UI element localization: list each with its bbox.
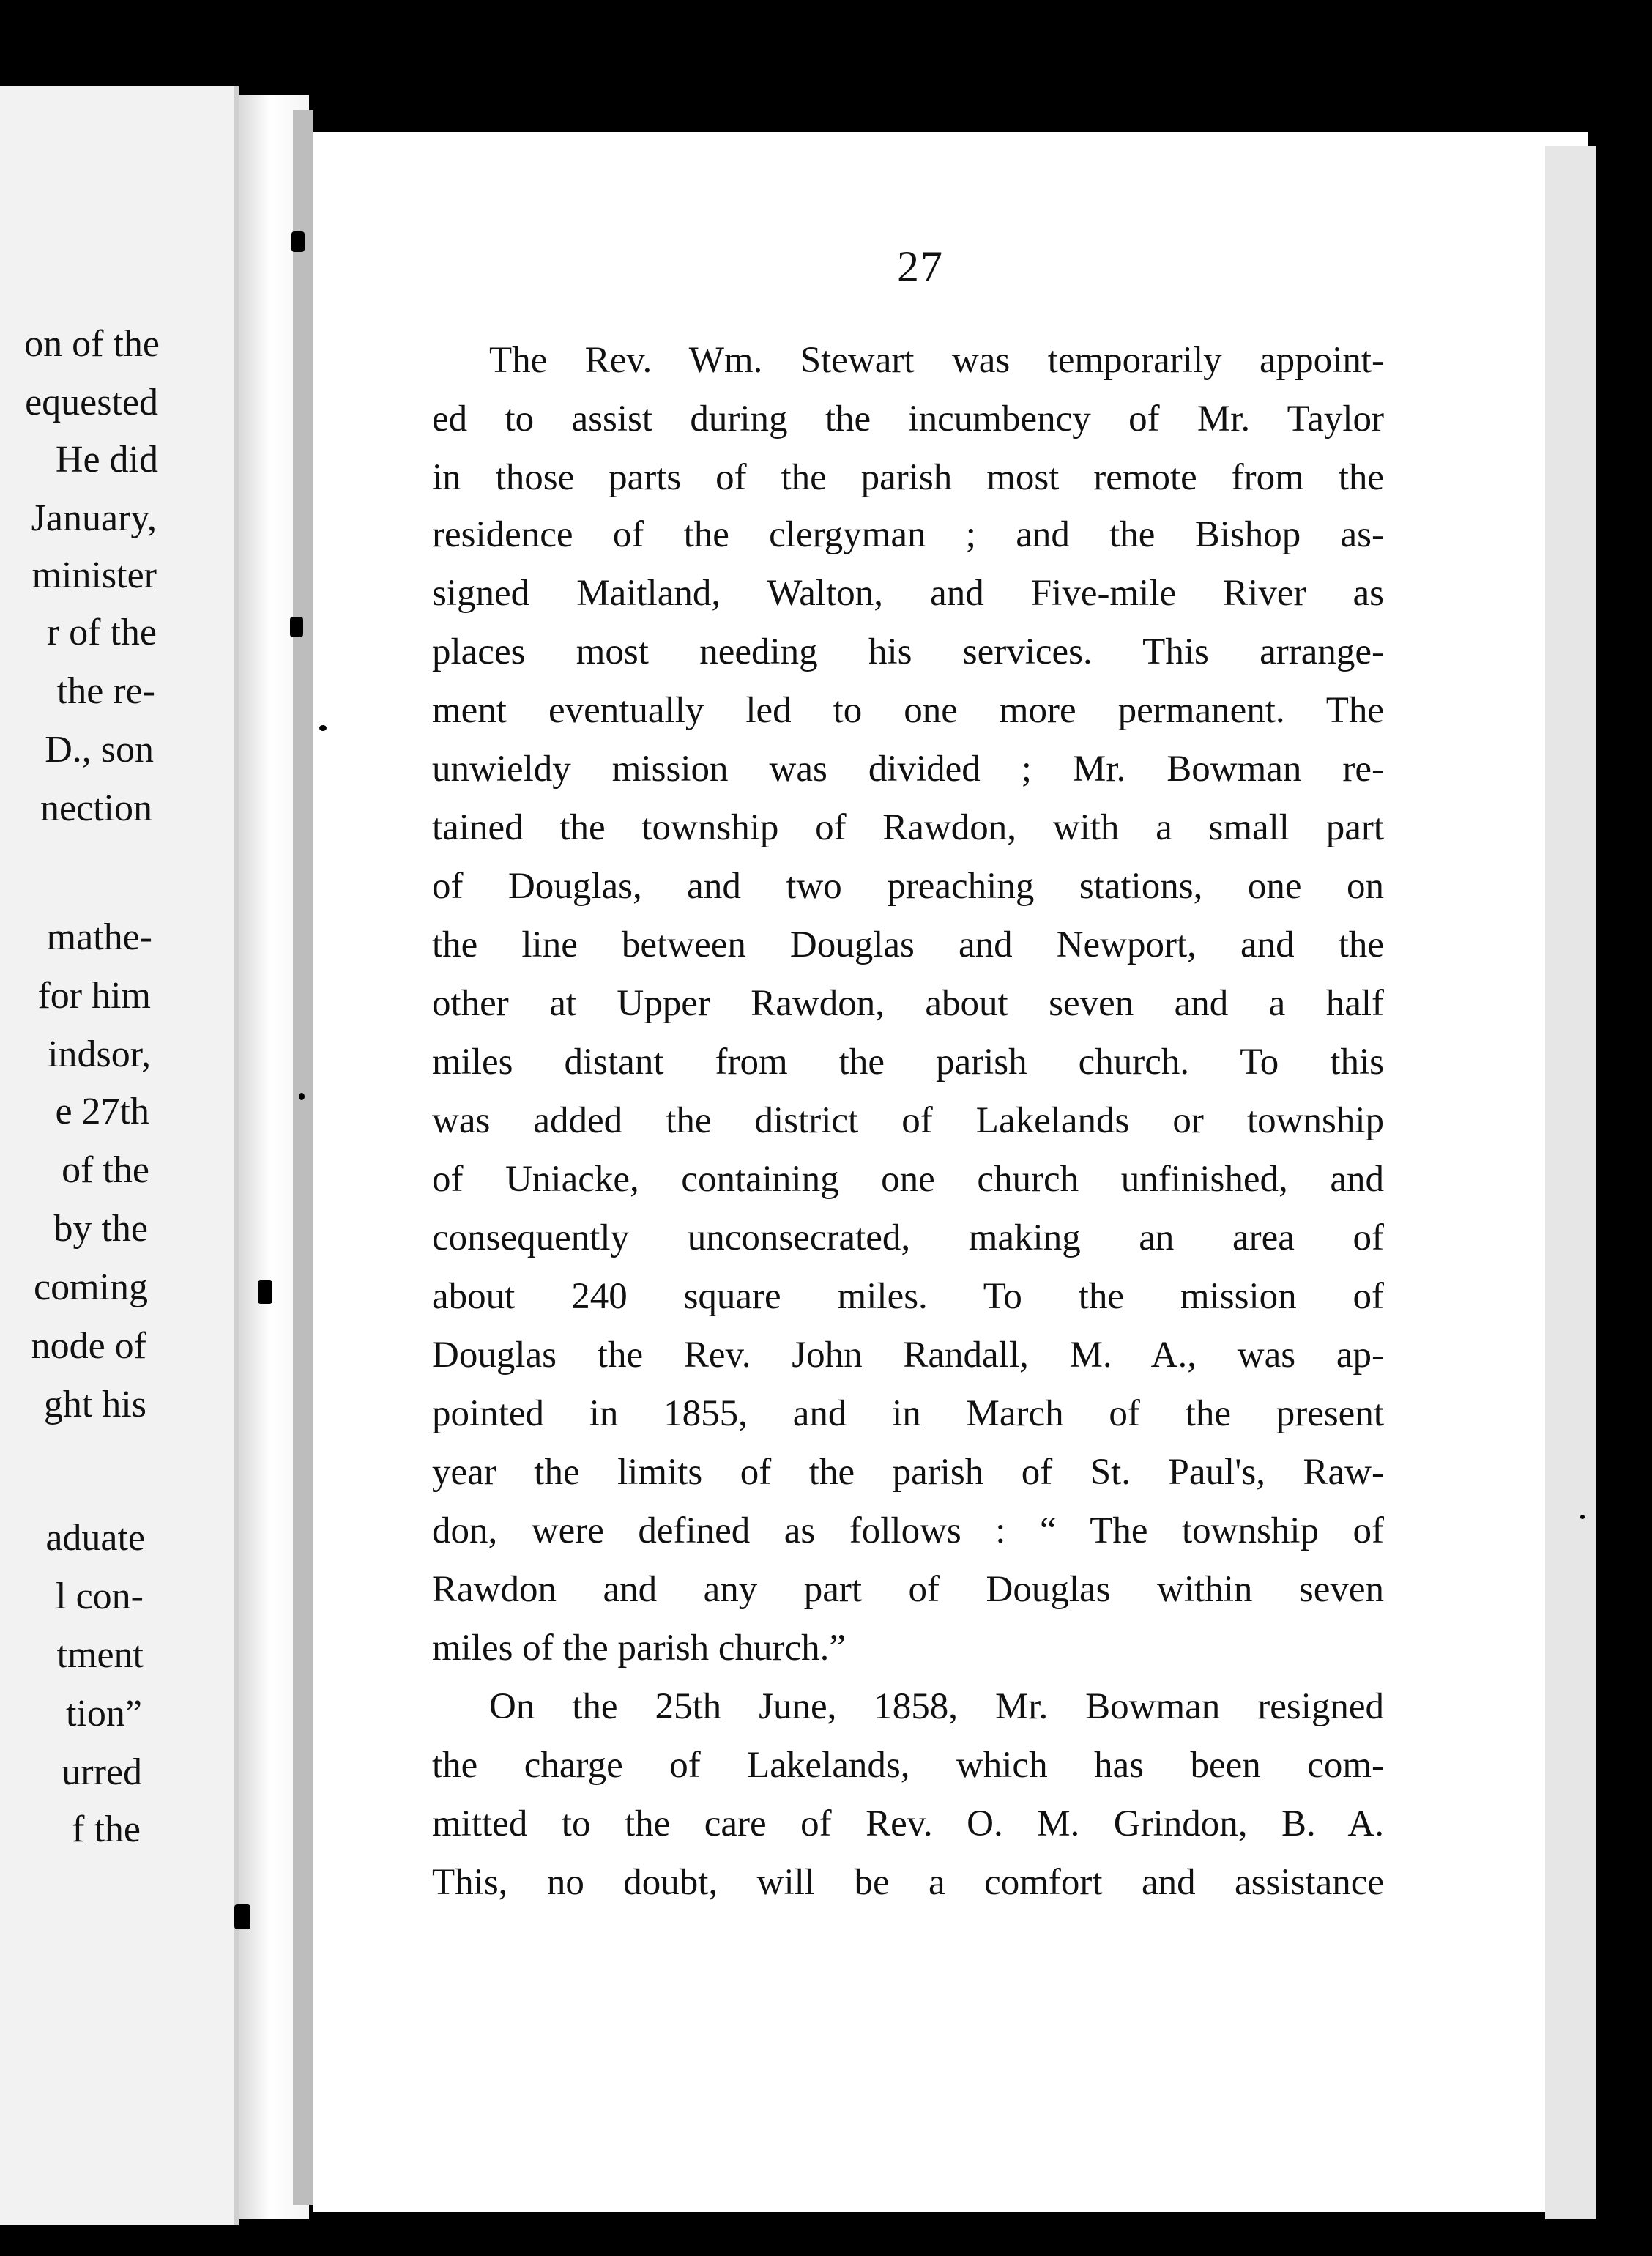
left-page-line: D., son [45, 729, 154, 771]
body-text-line: unwieldy mission was divided ; Mr. Bowman re- [432, 749, 1384, 790]
left-page-line: r of the [46, 612, 157, 653]
left-page-line: ght his [43, 1384, 146, 1425]
body-text-line: ed to assist during the incumbency of Mr. Taylor [432, 398, 1384, 439]
page-number: 27 [897, 242, 944, 291]
left-page-line: minister [31, 554, 157, 596]
body-text-line: in those parts of the parish most remote from the [432, 457, 1384, 498]
binding-stitch [234, 1904, 250, 1929]
left-page [0, 86, 239, 2225]
left-page-line: nection [40, 787, 152, 829]
left-page-line: coming [34, 1266, 148, 1308]
body-text-line: mitted to the care of Rev. O. M. Grindon, B. A. [432, 1803, 1384, 1844]
left-page-line: on of the [24, 323, 160, 365]
body-text-line: ment eventually led to one more permanent. The [432, 690, 1384, 731]
left-page-line: the re- [56, 670, 155, 712]
body-text-line: miles distant from the parish church. To this [432, 1042, 1384, 1083]
body-text-line: the charge of Lakelands, which has been com- [432, 1745, 1384, 1786]
body-text-line: residence of the clergyman ; and the Bishop as- [432, 514, 1384, 555]
left-page-line: node of [31, 1325, 146, 1367]
left-page-line: by the [53, 1208, 148, 1250]
body-text-line: of Douglas, and two preaching stations, one on [432, 866, 1384, 907]
body-text-line: consequently unconsecrated, making an area of [432, 1217, 1384, 1258]
left-page-line: mathe- [46, 916, 152, 958]
body-text-line: the line between Douglas and Newport, and the [432, 924, 1384, 965]
body-text-line: places most needing his services. This arrange- [432, 631, 1384, 672]
body-text-line: was added the district of Lakelands or township [432, 1100, 1384, 1141]
body-text-line: tained the township of Rawdon, with a small part [432, 807, 1384, 848]
body-text-line: signed Maitland, Walton, and Five-mile River as [432, 573, 1384, 614]
left-page-line: e 27th [55, 1091, 149, 1132]
body-text-line: miles of the parish church.” [432, 1628, 847, 1669]
body-text-line: Douglas the Rev. John Randall, M. A., was ap- [432, 1335, 1384, 1376]
gutter-shadow [293, 110, 313, 2205]
binding-stitch [291, 231, 305, 252]
body-text-line: On the 25th June, 1858, Mr. Bowman resigned [489, 1686, 1384, 1727]
left-page-line: of the [62, 1149, 149, 1191]
body-text-line: about 240 square miles. To the mission of [432, 1276, 1384, 1317]
left-page-line: aduate [45, 1517, 145, 1559]
scan-speck [299, 1093, 305, 1100]
left-page-line: l con- [56, 1576, 144, 1617]
left-page-line: He did [55, 439, 158, 480]
left-page-line: indsor, [48, 1034, 151, 1075]
left-page-line: f the [72, 1808, 141, 1850]
left-page-line: tment [56, 1634, 144, 1676]
binding-stitch [258, 1280, 272, 1304]
body-text-line: This, no doubt, will be a comfort and assistance [432, 1862, 1384, 1903]
scan-speck [1580, 1515, 1585, 1519]
left-page-line: urred [62, 1751, 142, 1793]
body-text-line: don, were defined as follows : “ The township of [432, 1510, 1384, 1551]
body-text-line: pointed in 1855, and in March of the present [432, 1393, 1384, 1434]
scan-speck [319, 725, 327, 731]
body-text-line: year the limits of the parish of St. Paul's, Raw- [432, 1452, 1384, 1493]
left-page-line: tion” [66, 1693, 142, 1734]
body-text-line: The Rev. Wm. Stewart was temporarily appoint- [489, 340, 1384, 381]
right-page-edge [1545, 146, 1596, 2219]
body-text-line: of Uniacke, containing one church unfinished, and [432, 1159, 1384, 1200]
left-page-line: equested [25, 382, 158, 423]
body-text-line: other at Upper Rawdon, about seven and a half [432, 983, 1384, 1024]
body-text-line: Rawdon and any part of Douglas within seven [432, 1569, 1384, 1610]
binding-stitch [290, 617, 303, 637]
left-page-line: January, [31, 497, 157, 539]
left-page-line: for him [37, 975, 151, 1017]
